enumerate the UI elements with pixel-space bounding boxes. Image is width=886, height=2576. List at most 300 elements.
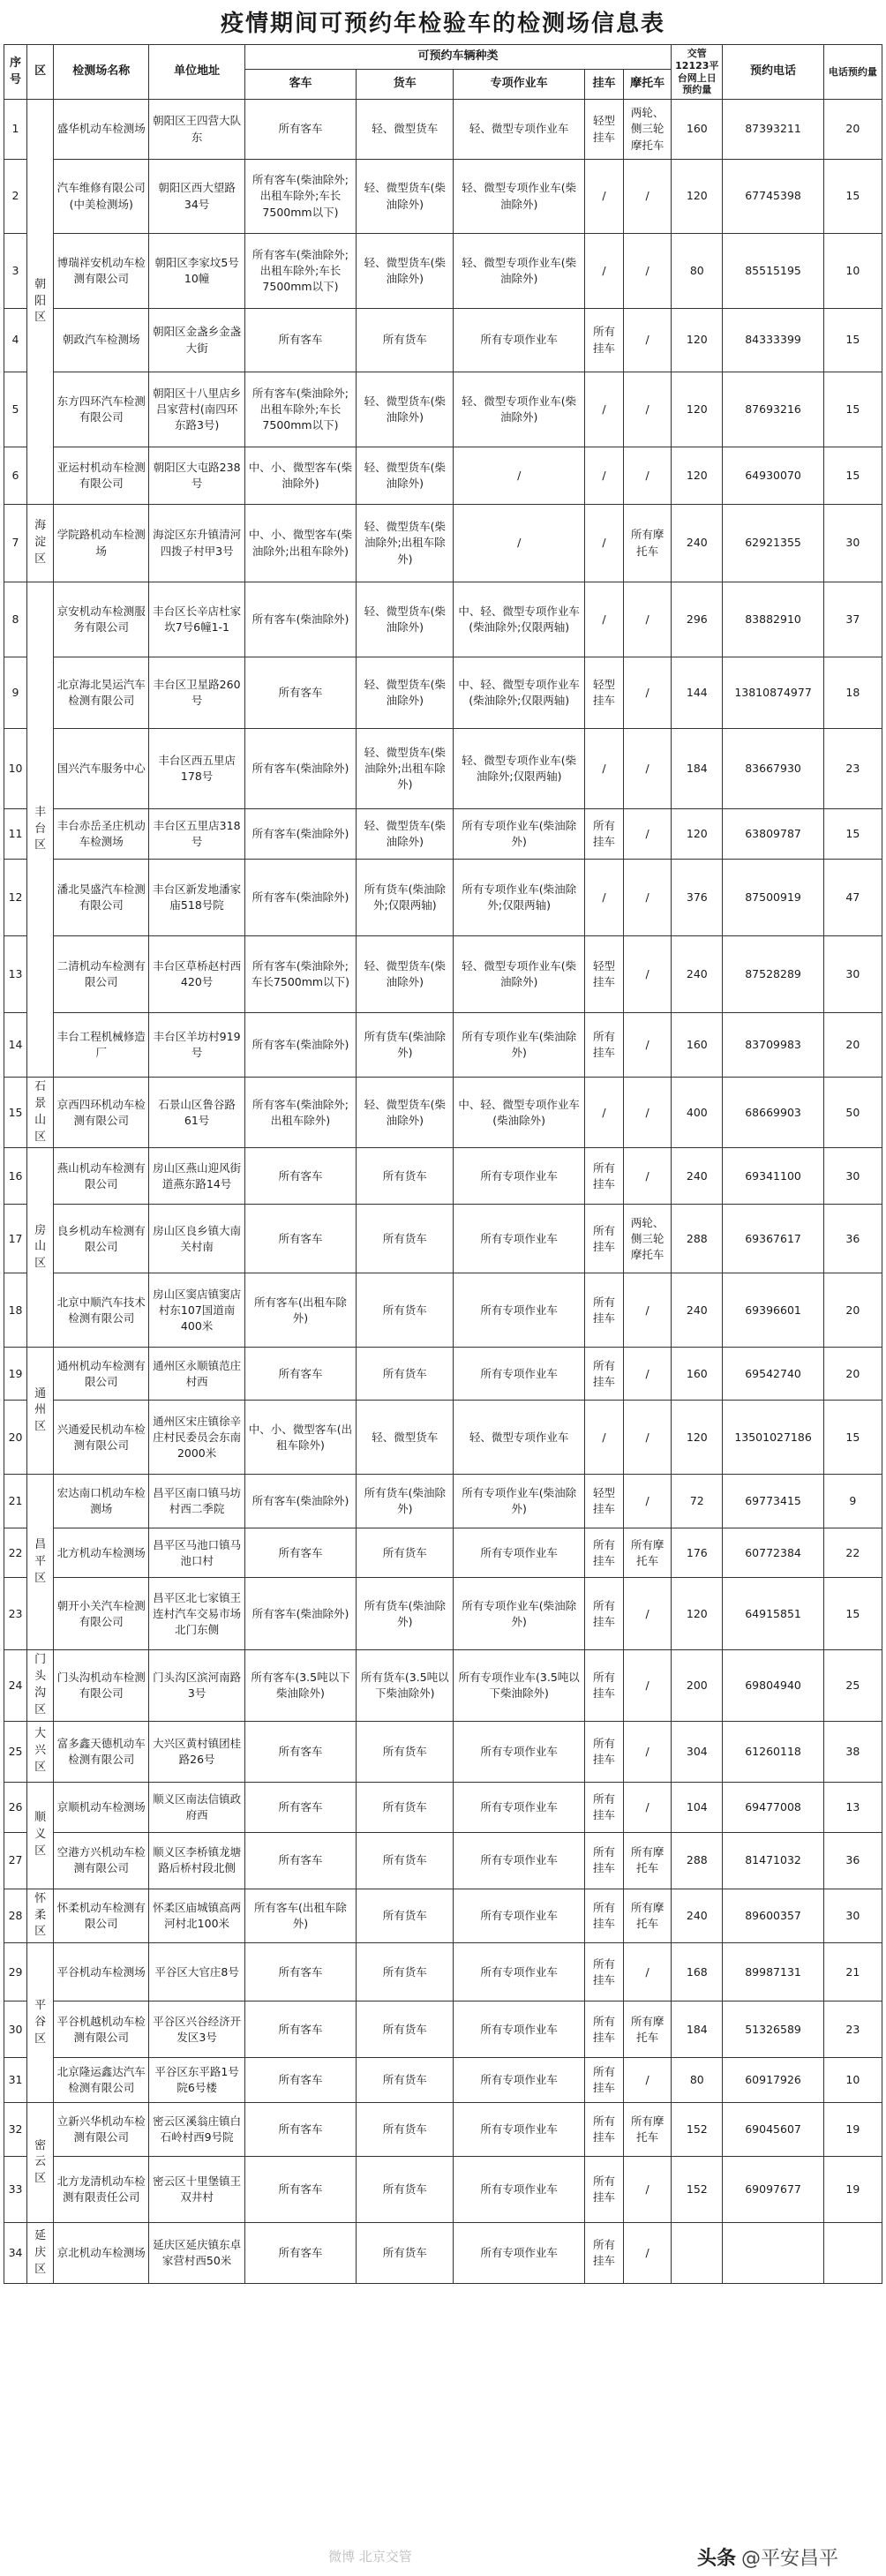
passenger-cell: 所有客车(柴油除外) [244, 729, 356, 809]
trailer-cell: 所有挂车 [584, 1273, 623, 1348]
passenger-cell: 所有客车(柴油除外) [244, 582, 356, 657]
header-address: 单位地址 [149, 45, 244, 100]
special-cell: 所有专项作业车 [454, 1889, 584, 1943]
trailer-cell: 所有挂车 [584, 309, 623, 372]
truck-cell: 轻、微型货车(柴油除外) [357, 657, 454, 729]
station-name-cell: 丰台赤岳圣庄机动车检测场 [54, 809, 149, 860]
passenger-cell: 所有客车 [244, 2103, 356, 2157]
truck-cell: 所有货车 [357, 1348, 454, 1401]
special-cell: 轻、微型专项作业车 [454, 1401, 584, 1475]
passenger-cell: 所有客车(柴油除外) [244, 809, 356, 860]
table-row [4, 160, 882, 234]
station-name-cell: 京北机动车检测场 [54, 2223, 149, 2284]
motorcycle-cell: 所有摩托车 [624, 1832, 672, 1889]
address-cell: 通州区宋庄镇徐辛庄村民委员会东南2000米 [149, 1401, 244, 1475]
capacity-cell: 184 [672, 2001, 723, 2058]
capacity-cell: 240 [672, 1889, 723, 1943]
station-name-cell: 北方龙清机动车检测有限责任公司 [54, 2157, 149, 2223]
seq-cell: 14 [4, 1013, 27, 1078]
station-name-cell: 门头沟机动车检测有限公司 [54, 1650, 149, 1721]
phone-cell: 81471032 [723, 1832, 823, 1889]
special-cell: 所有专项作业车 [454, 2223, 584, 2284]
truck-cell: 所有货车 [357, 1148, 454, 1205]
address-cell: 房山区良乡镇大南关村南 [149, 1205, 244, 1273]
address-cell: 丰台区卫星路260号 [149, 657, 244, 729]
phone-capacity-cell: 19 [823, 2103, 882, 2157]
phone-cell: 69773415 [723, 1475, 823, 1528]
phone-cell: 13810874977 [723, 657, 823, 729]
passenger-cell: 所有客车(柴油除外;出租车除外;车长7500mm以下) [244, 372, 356, 447]
truck-cell: 所有货车 [357, 2157, 454, 2223]
phone-cell: 69045607 [723, 2103, 823, 2157]
address-cell: 朝阳区金盏乡金盏大街 [149, 309, 244, 372]
phone-capacity-cell: 25 [823, 1650, 882, 1721]
table-row [4, 1832, 882, 1889]
special-cell: / [454, 505, 584, 582]
table-body [4, 100, 882, 2284]
table-row [4, 2001, 882, 2058]
truck-cell: 轻、微型货车(柴油除外) [357, 1078, 454, 1148]
special-cell: 轻、微型专项作业车(柴油除外) [454, 160, 584, 234]
trailer-cell: 所有挂车 [584, 2001, 623, 2058]
station-name-cell: 汽车维修有限公司(中美检测场) [54, 160, 149, 234]
phone-capacity-cell: 15 [823, 309, 882, 372]
motorcycle-cell: / [624, 809, 672, 860]
district-cell: 房山区 [27, 1148, 54, 1348]
capacity-cell: 296 [672, 582, 723, 657]
motorcycle-cell: / [624, 1013, 672, 1078]
table-row [4, 1943, 882, 2001]
special-cell: 中、轻、微型专项作业车(柴油除外;仅限两轴) [454, 582, 584, 657]
special-cell: 所有专项作业车(柴油除外) [454, 1475, 584, 1528]
station-name-cell: 东方四环汽车检测有限公司 [54, 372, 149, 447]
motorcycle-cell: / [624, 729, 672, 809]
passenger-cell: 所有客车 [244, 1348, 356, 1401]
special-cell: 所有专项作业车 [454, 2103, 584, 2157]
trailer-cell: 所有挂车 [584, 2223, 623, 2284]
truck-cell: 所有货车(柴油除外) [357, 1475, 454, 1528]
special-cell: 所有专项作业车 [454, 1832, 584, 1889]
table-row [4, 936, 882, 1013]
station-name-cell: 怀柔机动车检测有限公司 [54, 1889, 149, 1943]
seq-cell: 33 [4, 2157, 27, 2223]
table-row [4, 1348, 882, 1401]
station-name-cell: 宏达南口机动车检测场 [54, 1475, 149, 1528]
passenger-cell: 所有客车 [244, 1782, 356, 1832]
seq-cell: 18 [4, 1273, 27, 1348]
table-row [4, 809, 882, 860]
address-cell: 延庆区延庆镇东卓家营村西50米 [149, 2223, 244, 2284]
special-cell: 所有专项作业车 [454, 1148, 584, 1205]
district-cell: 昌平区 [27, 1475, 54, 1650]
phone-cell: 61260118 [723, 1721, 823, 1782]
passenger-cell: 所有客车 [244, 2058, 356, 2103]
address-cell: 通州区永顺镇范庄村西 [149, 1348, 244, 1401]
passenger-cell: 所有客车 [244, 1721, 356, 1782]
motorcycle-cell: / [624, 372, 672, 447]
seq-cell: 17 [4, 1205, 27, 1273]
motorcycle-cell: / [624, 1475, 672, 1528]
table-row [4, 2058, 882, 2103]
truck-cell: 所有货车 [357, 1832, 454, 1889]
capacity-cell: 80 [672, 2058, 723, 2103]
phone-cell: 60917926 [723, 2058, 823, 2103]
address-cell: 石景山区鲁谷路61号 [149, 1078, 244, 1148]
phone-cell: 51326589 [723, 2001, 823, 2058]
address-cell: 昌平区北七家镇王连村汽车交易市场北门东侧 [149, 1578, 244, 1650]
seq-cell: 34 [4, 2223, 27, 2284]
seq-cell: 21 [4, 1475, 27, 1528]
passenger-cell: 所有客车 [244, 2157, 356, 2223]
special-cell: 中、轻、微型专项作业车(柴油除外) [454, 1078, 584, 1148]
capacity-cell: 152 [672, 2103, 723, 2157]
seq-cell: 25 [4, 1721, 27, 1782]
seq-cell: 26 [4, 1782, 27, 1832]
truck-cell: 轻、微型货车(柴油除外) [357, 372, 454, 447]
seq-cell: 2 [4, 160, 27, 234]
table-row [4, 1578, 882, 1650]
motorcycle-cell: 两轮、侧三轮摩托车 [624, 1205, 672, 1273]
table-row [4, 1528, 882, 1578]
seq-cell: 3 [4, 234, 27, 309]
truck-cell: 轻、微型货车(柴油除外;出租车除外) [357, 505, 454, 582]
phone-cell: 83709983 [723, 1013, 823, 1078]
trailer-cell: / [584, 372, 623, 447]
special-cell: 轻、微型专项作业车(柴油除外) [454, 372, 584, 447]
table-row [4, 582, 882, 657]
trailer-cell: / [584, 160, 623, 234]
station-name-cell: 国兴汽车服务中心 [54, 729, 149, 809]
table-row [4, 1148, 882, 1205]
special-cell: 所有专项作业车 [454, 2058, 584, 2103]
phone-cell: 84333399 [723, 309, 823, 372]
motorcycle-cell: / [624, 160, 672, 234]
table-row [4, 1650, 882, 1721]
toutiao-label: 头条 [697, 2548, 737, 2570]
trailer-cell: 所有挂车 [584, 809, 623, 860]
capacity-cell: 240 [672, 505, 723, 582]
seq-cell: 15 [4, 1078, 27, 1148]
table-row [4, 657, 882, 729]
seq-cell: 13 [4, 936, 27, 1013]
station-name-cell: 立新兴华机动车检测有限公司 [54, 2103, 149, 2157]
capacity-cell: 160 [672, 100, 723, 160]
district-cell: 海淀区 [27, 505, 54, 582]
seq-cell: 8 [4, 582, 27, 657]
phone-cell: 64915851 [723, 1578, 823, 1650]
address-cell: 顺义区南法信镇政府西 [149, 1782, 244, 1832]
station-name-cell: 朝开小关汽车检测有限公司 [54, 1578, 149, 1650]
capacity-cell: 160 [672, 1013, 723, 1078]
table-row [4, 1273, 882, 1348]
phone-capacity-cell: 20 [823, 1348, 882, 1401]
capacity-cell: 184 [672, 729, 723, 809]
address-cell: 朝阳区王四营大队东 [149, 100, 244, 160]
motorcycle-cell: / [624, 1578, 672, 1650]
table-row [4, 1013, 882, 1078]
phone-capacity-cell: 15 [823, 1401, 882, 1475]
special-cell: 所有专项作业车(柴油除外;仅限两轴) [454, 860, 584, 936]
phone-capacity-cell: 30 [823, 1148, 882, 1205]
motorcycle-cell: / [624, 1650, 672, 1721]
phone-capacity-cell: 22 [823, 1528, 882, 1578]
phone-capacity-cell: 23 [823, 729, 882, 809]
address-cell: 房山区燕山迎风街道燕东路14号 [149, 1148, 244, 1205]
motorcycle-cell: / [624, 1943, 672, 2001]
trailer-cell: / [584, 582, 623, 657]
special-cell: 轻、微型专项作业车 [454, 100, 584, 160]
address-cell: 朝阳区西大望路34号 [149, 160, 244, 234]
header-capacity: 交管12123平台网上日预约量 [672, 45, 723, 100]
passenger-cell: 所有客车 [244, 1205, 356, 1273]
station-name-cell: 平谷机越机动车检测有限公司 [54, 2001, 149, 2058]
truck-cell: 所有货车 [357, 2223, 454, 2284]
passenger-cell: 所有客车 [244, 309, 356, 372]
capacity-cell: 240 [672, 1148, 723, 1205]
header-trailer: 挂车 [584, 70, 623, 100]
station-name-cell: 丰台工程机械修造厂 [54, 1013, 149, 1078]
motorcycle-cell: / [624, 1782, 672, 1832]
phone-capacity-cell: 21 [823, 1943, 882, 2001]
trailer-cell: 所有挂车 [584, 1578, 623, 1650]
station-name-cell: 良乡机动车检测有限公司 [54, 1205, 149, 1273]
header-vehicle-types: 可预约车辆种类 [244, 45, 671, 70]
passenger-cell: 所有客车(柴油除外;出租车除外;车长7500mm以下) [244, 234, 356, 309]
address-cell: 丰台区新发地潘家庙518号院 [149, 860, 244, 936]
page-title: 疫情期间可预约年检验车的检测场信息表 [220, 11, 665, 37]
phone-cell: 89600357 [723, 1889, 823, 1943]
seq-cell: 22 [4, 1528, 27, 1578]
passenger-cell: 所有客车(出租车除外) [244, 1273, 356, 1348]
phone-capacity-cell: 23 [823, 2001, 882, 2058]
seq-cell: 24 [4, 1650, 27, 1721]
special-cell: 所有专项作业车 [454, 1205, 584, 1273]
phone-capacity-cell: 9 [823, 1475, 882, 1528]
header-special: 专项作业车 [454, 70, 584, 100]
station-name-cell: 北方机动车检测场 [54, 1528, 149, 1578]
trailer-cell: / [584, 234, 623, 309]
phone-cell: 85515195 [723, 234, 823, 309]
district-cell: 顺义区 [27, 1782, 54, 1889]
header-motorcycle: 摩托车 [624, 70, 672, 100]
address-cell: 丰台区长辛店杜家坎7号6幢1-1 [149, 582, 244, 657]
table-row [4, 2103, 882, 2157]
toutiao-account: @平安昌平 [741, 2548, 839, 2570]
special-cell: / [454, 447, 584, 505]
capacity-cell: 288 [672, 1832, 723, 1889]
table-row [4, 100, 882, 160]
seq-cell: 31 [4, 2058, 27, 2103]
capacity-cell: 200 [672, 1650, 723, 1721]
special-cell: 所有专项作业车(3.5吨以下柴油除外) [454, 1650, 584, 1721]
motorcycle-cell: / [624, 2058, 672, 2103]
seq-cell: 19 [4, 1348, 27, 1401]
address-cell: 门头沟区滨河南路3号 [149, 1650, 244, 1721]
district-cell: 通州区 [27, 1348, 54, 1475]
phone-capacity-cell: 13 [823, 1782, 882, 1832]
truck-cell: 轻、微型货车(柴油除外) [357, 234, 454, 309]
phone-capacity-cell: 38 [823, 1721, 882, 1782]
capacity-cell: 120 [672, 160, 723, 234]
station-name-cell: 空港方兴机动车检测有限公司 [54, 1832, 149, 1889]
trailer-cell: 所有挂车 [584, 1528, 623, 1578]
address-cell: 顺义区李桥镇龙塘路后桥村段北侧 [149, 1832, 244, 1889]
district-cell: 门头沟区 [27, 1650, 54, 1721]
passenger-cell: 所有客车(柴油除外;车长7500mm以下) [244, 936, 356, 1013]
trailer-cell: 所有挂车 [584, 2103, 623, 2157]
station-name-cell: 京西四环机动车检测有限公司 [54, 1078, 149, 1148]
phone-capacity-cell: 10 [823, 234, 882, 309]
truck-cell: 所有货车 [357, 1782, 454, 1832]
station-name-cell: 京顺机动车检测场 [54, 1782, 149, 1832]
special-cell: 所有专项作业车 [454, 2001, 584, 2058]
capacity-cell: 288 [672, 1205, 723, 1273]
phone-cell: 87528289 [723, 936, 823, 1013]
motorcycle-cell: 两轮、侧三轮摩托车 [624, 100, 672, 160]
motorcycle-cell: / [624, 1078, 672, 1148]
motorcycle-cell: / [624, 234, 672, 309]
truck-cell: 所有货车 [357, 1889, 454, 1943]
seq-cell: 6 [4, 447, 27, 505]
phone-capacity-cell: 18 [823, 657, 882, 729]
capacity-cell: 120 [672, 372, 723, 447]
phone-cell: 13501027186 [723, 1401, 823, 1475]
phone-cell: 87393211 [723, 100, 823, 160]
station-name-cell: 潘北昊盛汽车检测有限公司 [54, 860, 149, 936]
table-row [4, 447, 882, 505]
capacity-cell: 80 [672, 234, 723, 309]
trailer-cell: / [584, 860, 623, 936]
truck-cell: 轻、微型货车 [357, 100, 454, 160]
seq-cell: 20 [4, 1401, 27, 1475]
special-cell: 所有专项作业车 [454, 1273, 584, 1348]
trailer-cell: 轻型挂车 [584, 1475, 623, 1528]
passenger-cell: 所有客车 [244, 100, 356, 160]
truck-cell: 所有货车 [357, 1205, 454, 1273]
header-row-top [4, 45, 882, 70]
trailer-cell: 所有挂车 [584, 1782, 623, 1832]
motorcycle-cell: 所有摩托车 [624, 2001, 672, 2058]
motorcycle-cell: / [624, 1148, 672, 1205]
passenger-cell: 所有客车 [244, 1943, 356, 2001]
trailer-cell: 所有挂车 [584, 2058, 623, 2103]
station-name-cell: 盛华机动车检测场 [54, 100, 149, 160]
motorcycle-cell: / [624, 1273, 672, 1348]
truck-cell: 轻、微型货车(柴油除外) [357, 809, 454, 860]
motorcycle-cell: / [624, 1348, 672, 1401]
table-row [4, 1205, 882, 1273]
capacity-cell: 120 [672, 447, 723, 505]
passenger-cell: 所有客车(柴油除外) [244, 1578, 356, 1650]
special-cell: 所有专项作业车 [454, 1348, 584, 1401]
capacity-cell: 376 [672, 860, 723, 936]
motorcycle-cell: / [624, 2157, 672, 2223]
table-row [4, 1401, 882, 1475]
special-cell: 所有专项作业车 [454, 2157, 584, 2223]
trailer-cell: 所有挂车 [584, 1148, 623, 1205]
truck-cell: 所有货车 [357, 2103, 454, 2157]
phone-cell: 83882910 [723, 582, 823, 657]
seq-cell: 32 [4, 2103, 27, 2157]
truck-cell: 所有货车(3.5吨以下柴油除外) [357, 1650, 454, 1721]
phone-capacity-cell: 30 [823, 1889, 882, 1943]
seq-cell: 23 [4, 1578, 27, 1650]
address-cell: 平谷区东平路1号院6号楼 [149, 2058, 244, 2103]
phone-capacity-cell: 30 [823, 505, 882, 582]
weibo-watermark: 微博 北京交管 [328, 2549, 412, 2565]
trailer-cell: 所有挂车 [584, 1832, 623, 1889]
phone-cell: 83667930 [723, 729, 823, 809]
station-name-cell: 通州机动车检测有限公司 [54, 1348, 149, 1401]
phone-capacity-cell: 37 [823, 582, 882, 657]
table-row [4, 1475, 882, 1528]
phone-cell: 69477008 [723, 1782, 823, 1832]
phone-capacity-cell: 15 [823, 1578, 882, 1650]
motorcycle-cell: / [624, 936, 672, 1013]
phone-cell [723, 2223, 823, 2284]
motorcycle-cell: 所有摩托车 [624, 1528, 672, 1578]
station-name-cell: 京安机动车检测服务有限公司 [54, 582, 149, 657]
passenger-cell: 所有客车(柴油除外;出租车除外;车长7500mm以下) [244, 160, 356, 234]
seq-cell: 5 [4, 372, 27, 447]
phone-cell: 69396601 [723, 1273, 823, 1348]
capacity-cell: 400 [672, 1078, 723, 1148]
district-cell: 大兴区 [27, 1721, 54, 1782]
seq-cell: 10 [4, 729, 27, 809]
motorcycle-cell: / [624, 582, 672, 657]
seq-cell: 1 [4, 100, 27, 160]
special-cell: 所有专项作业车 [454, 309, 584, 372]
capacity-cell: 304 [672, 1721, 723, 1782]
phone-cell: 89987131 [723, 1943, 823, 2001]
trailer-cell: 轻型挂车 [584, 100, 623, 160]
phone-cell: 68669903 [723, 1078, 823, 1148]
capacity-cell: 168 [672, 1943, 723, 2001]
passenger-cell: 所有客车 [244, 1148, 356, 1205]
truck-cell: 轻、微型货车(柴油除外) [357, 582, 454, 657]
special-cell: 所有专项作业车 [454, 1528, 584, 1578]
truck-cell: 所有货车 [357, 309, 454, 372]
phone-cell: 67745398 [723, 160, 823, 234]
table-row [4, 1078, 882, 1148]
trailer-cell: 所有挂车 [584, 1348, 623, 1401]
district-cell: 平谷区 [27, 1943, 54, 2103]
passenger-cell: 中、小、微型客车(出租车除外) [244, 1401, 356, 1475]
address-cell: 房山区窦店镇窦店村东107国道南400米 [149, 1273, 244, 1348]
address-cell: 丰台区羊坊村919号 [149, 1013, 244, 1078]
motorcycle-cell: 所有摩托车 [624, 2103, 672, 2157]
trailer-cell: 所有挂车 [584, 1650, 623, 1721]
phone-capacity-cell: 36 [823, 1205, 882, 1273]
phone-capacity-cell: 15 [823, 160, 882, 234]
district-cell: 延庆区 [27, 2223, 54, 2284]
truck-cell: 所有货车 [357, 1943, 454, 2001]
district-cell: 密云区 [27, 2103, 54, 2223]
special-cell: 所有专项作业车 [454, 1782, 584, 1832]
motorcycle-cell: / [624, 657, 672, 729]
trailer-cell: 所有挂车 [584, 1889, 623, 1943]
motorcycle-cell: / [624, 1401, 672, 1475]
passenger-cell: 所有客车(柴油除外) [244, 860, 356, 936]
phone-capacity-cell [823, 2223, 882, 2284]
special-cell: 所有专项作业车(柴油除外) [454, 1013, 584, 1078]
phone-capacity-cell: 10 [823, 2058, 882, 2103]
motorcycle-cell: / [624, 309, 672, 372]
station-name-cell: 燕山机动车检测有限公司 [54, 1148, 149, 1205]
phone-cell: 87500919 [723, 860, 823, 936]
address-cell: 海淀区东升镇清河四拨子村甲3号 [149, 505, 244, 582]
special-cell: 所有专项作业车(柴油除外) [454, 809, 584, 860]
